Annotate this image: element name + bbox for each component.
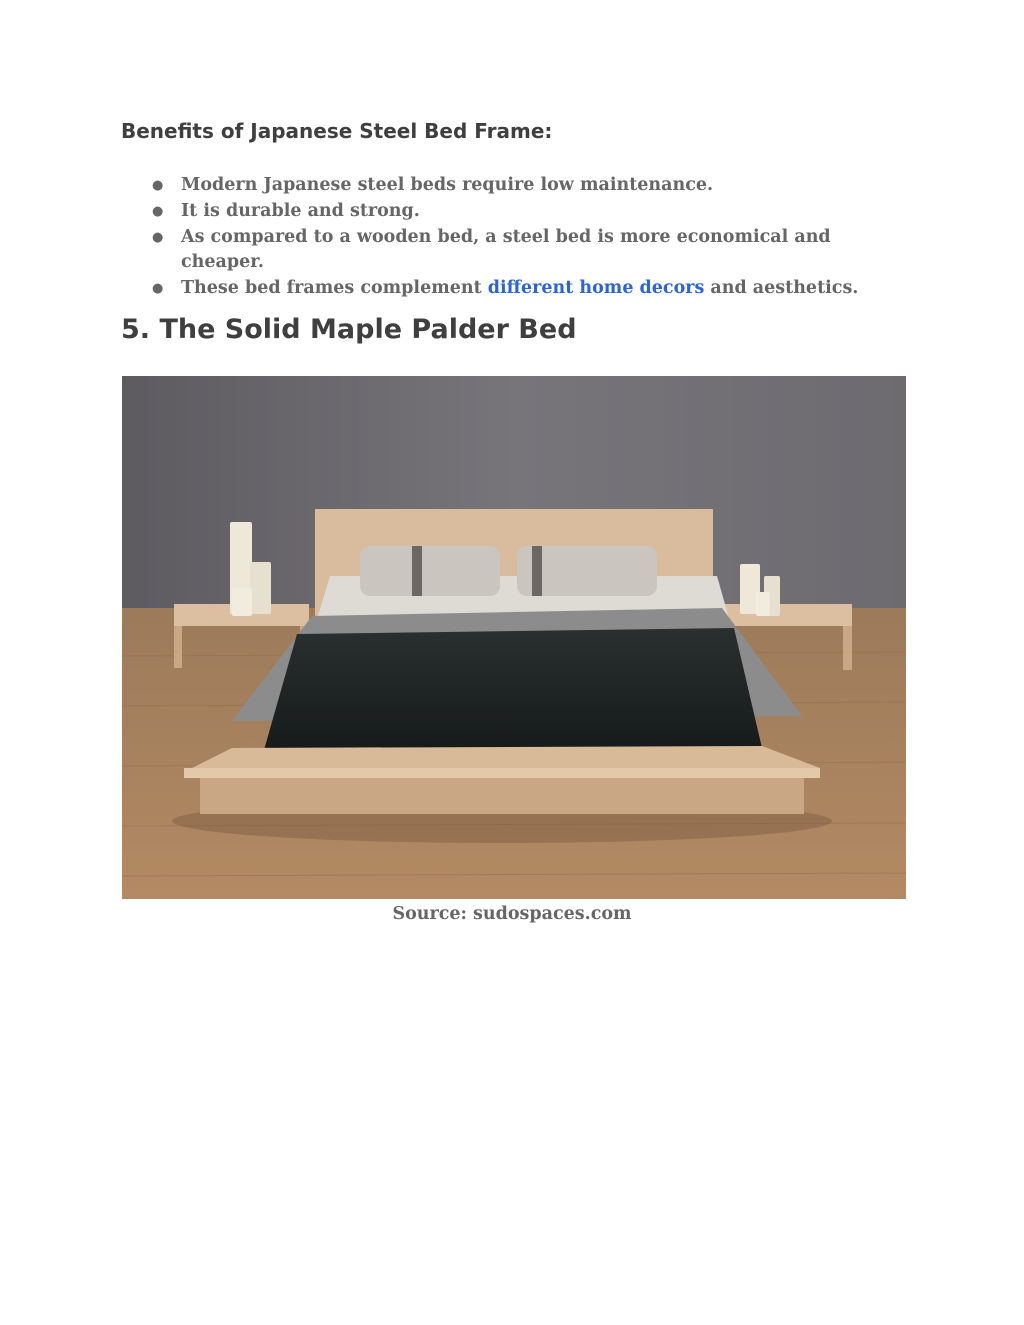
list-item [121,199,911,224]
bullet-icon: ● [152,281,164,296]
list-item [121,276,911,301]
bullet-icon: ● [152,230,164,245]
home-decors-link[interactable]: different home decors [487,278,705,298]
bullet-icon: ● [152,178,164,193]
bullet-icon: ● [152,204,164,219]
list-item-text: It is durable and strong. [181,201,420,221]
image-caption: Source: sudospaces.com [392,904,632,924]
list-item [121,225,911,275]
benefits-heading: Benefits of Japanese Steel Bed Frame: [121,119,553,143]
section-title: 5. The Solid Maple Palder Bed [121,314,577,345]
list-item-text-before: These bed frames complement [181,278,488,298]
list-item-text: As compared to a wooden bed, a steel bed is more economical and cheaper. [181,227,831,272]
benefits-list [121,173,911,302]
bed-photo [122,376,906,899]
list-item [121,173,911,198]
list-item-text-after: and aesthetics. [704,278,859,298]
list-item-text: Modern Japanese steel beds require low maintenance. [181,175,714,195]
